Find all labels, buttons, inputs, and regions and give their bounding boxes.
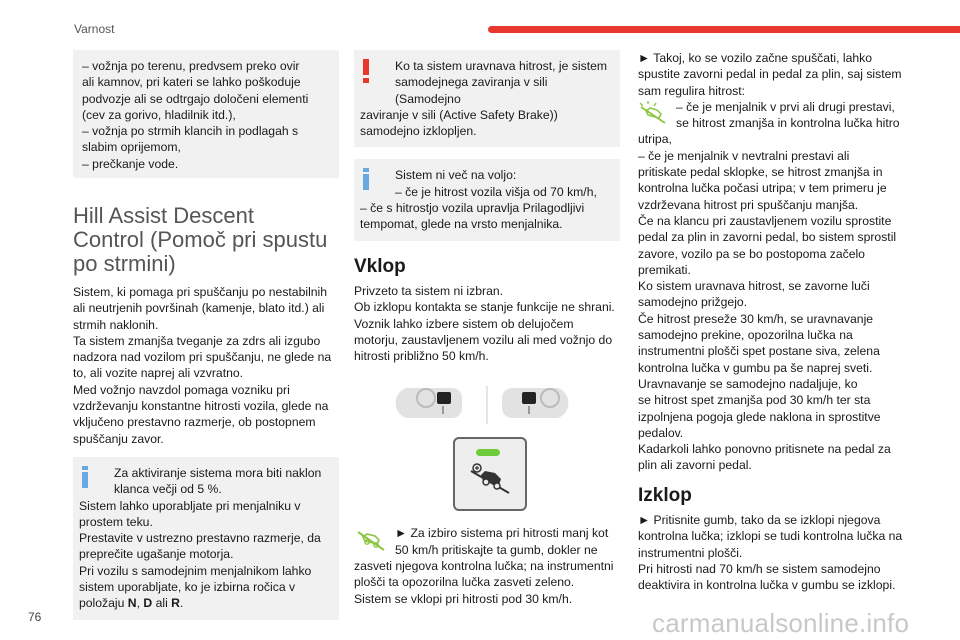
select-instruction bbox=[354, 525, 620, 606]
info-icon bbox=[81, 466, 89, 488]
gear-regulation-item bbox=[638, 99, 906, 132]
hill-assist-heading: Hill Assist Descent Control (Pomoč pri spustu po strmini) bbox=[73, 203, 328, 276]
hill-descent-indicator-icon bbox=[354, 528, 388, 554]
warning-icon bbox=[362, 59, 370, 83]
gear-sep-1: , bbox=[136, 596, 144, 611]
column-2 bbox=[354, 50, 620, 607]
conditions-box bbox=[73, 50, 339, 178]
page-number: 76 bbox=[28, 610, 42, 624]
regulation-details: utripa, – če je menjalnik v nevtralni prestavi ali pritiskate pedal sklopke, se hitrost zmanjša in kontrolna lučka počasi utripa; v tem primeru je vzdrževana hitrost pri spuščanju manjša. Če na klancu pri zaustavljenem vozilu sprostite pedal za plin in zavorni pedal, bo sistem sprostil zavore, vozilo pa se bo postopoma začelo premikati. Ko sistem uravnava hitrost, se zavorne luči samodejno prižgejo. Če hitrost preseže 30 km/h, se uravnavanje samodejno prekine, opozorilna lučka na instrumentni plošči spet postane siva, zelena kontrolna lučka v gumbu pa še naprej sveti. Uravnavanje se samodejno nadaljuje, ko se hitrost spet zmanjša pod 30 km/h ter sta izpolnjena pogoja glede naklona in sprostitve pedalov. Kadarkoli lahko ponovno pritisnete na pedal za plin ali zavorni pedal. bbox=[638, 132, 897, 473]
steering-controls-illustration bbox=[354, 382, 620, 427]
warning-line2: samodejnega zaviranja v sili (Samodejno bbox=[395, 75, 548, 106]
header-section-title: Varnost bbox=[74, 22, 115, 36]
hill-descent-icon bbox=[469, 463, 511, 499]
header-accent-bar bbox=[488, 26, 960, 33]
gear-line1: – če je menjalnik v prvi ali drugi prestavi, bbox=[676, 99, 895, 114]
info-activation-line1: Za aktiviranje sistema mora biti naklon bbox=[114, 465, 322, 480]
izklop-description: ► Pritisnite gumb, tako da se izklopi njegova kontrolna lučka; izklopi se tudi kontrolna lučka na instrumentni plošči. Pri hitrosti nad 70 km/h se sistem samodejno deaktivira in kontrolna lučka v gumbu se izklopi. bbox=[638, 513, 903, 593]
gear-sep-2: ali bbox=[152, 596, 172, 611]
warning-note bbox=[354, 50, 620, 147]
hill-descent-button[interactable] bbox=[453, 437, 527, 511]
gear-line2: se hitrost zmanjša in kontrolna lučka hitro bbox=[676, 116, 900, 131]
select-line1: ► Za izbiro sistema pri hitrosti manj kot bbox=[395, 526, 609, 541]
gear-end: . bbox=[179, 596, 184, 611]
section-title-izklop: Izklop bbox=[638, 484, 692, 506]
info-unavailable-line1: Sistem ni več na voljo: bbox=[395, 168, 517, 183]
info-icon bbox=[362, 168, 370, 190]
regulation-intro: ► Takoj, ko se vozilo začne spuščati, lahko spustite zavorni pedal in pedal za plin, saj sistem sam regulira hitrost: bbox=[638, 51, 902, 98]
column-1 bbox=[73, 50, 339, 620]
vklop-description: Privzeto ta sistem ni izbran. Ob izklopu kontakta se stanje funkcije ne shrani. Voznik lahko izbere sistem ob delujočem motorju, zaustavljenem vozilu ali med vožnjo do hitrosti približno 50 km/h. bbox=[354, 283, 615, 364]
hill-descent-flashing-icon bbox=[638, 101, 668, 127]
info-activation-line2: klanca večji od 5 %. bbox=[114, 482, 222, 497]
button-indicator-led bbox=[476, 449, 500, 456]
warning-body: zaviranje v sili (Active Safety Brake)) samodejno izklopljen. bbox=[360, 107, 558, 139]
watermark: carmanualsonline.info bbox=[652, 608, 910, 638]
select-line2: 50 km/h pritiskajte ta gumb, dokler ne bbox=[395, 542, 598, 557]
hill-assist-description: Sistem, ki pomaga pri spuščanju po nestabilnih ali neutrjenih površinah (kamenje, blato itd.) ali strmih naklonih. Ta sistem zmanjša tveganje za zdrs ali izgubo nadzora nad vozilom pri spuščanju, ne glede na to, ali vozite naprej ali vzvratno. Med vožnjo navzdol pomaga vozniku pri vzdrževanju konstantne hitrosti vozila, glede na vključeno prestavno razmerje, ob postopnem spuščanju zavor. bbox=[73, 285, 332, 446]
select-body: zasveti njegova kontrolna lučka; na instrumentni plošči ta opozorilna lučka zasveti zeleno. Sistem se vklopi pri hitrosti pod 30 km/h. bbox=[354, 559, 614, 606]
info-unavailable-line2: – če je hitrost vozila višja od 70 km/h, bbox=[395, 184, 597, 199]
conditions-list: – vožnja po terenu, predvsem preko ovir ali kamnov, pri kateri se lahko poškoduje podvozje ali se odtrgajo določeni elementi (cev za gorivo, hladilnik itd.), – vožnja po strmih klancih in podlagah s slabim oprijemom, – prečkanje vode. bbox=[82, 59, 309, 171]
info-note-activation bbox=[73, 457, 339, 620]
info-note-unavailable bbox=[354, 159, 620, 240]
warning-line1: Ko ta sistem uravnava hitrost, je sistem bbox=[395, 59, 608, 73]
column-3 bbox=[638, 50, 906, 594]
info-unavailable-body: – če s hitrostjo vozila upravlja Prilagodljivi tempomat, glede na vrsto menjalnika. bbox=[360, 201, 585, 232]
steering-wheel-icon bbox=[354, 382, 620, 427]
info-activation-body bbox=[79, 498, 330, 612]
info-activation-text: Sistem lahko uporabljate pri menjalniku v prostem teku. Prestavite v ustrezno prestavno razmerje, da preprečite ugašanje motorja. Pri vozilu s samodejnim menjalnikom lahko sistem uporabljate, ko je izbirna ročica v položaju bbox=[79, 498, 321, 611]
gear-position-r: R bbox=[171, 596, 180, 611]
gear-position-n: N bbox=[127, 596, 137, 611]
gear-position-d: D bbox=[143, 596, 153, 611]
section-title-vklop: Vklop bbox=[354, 255, 406, 277]
